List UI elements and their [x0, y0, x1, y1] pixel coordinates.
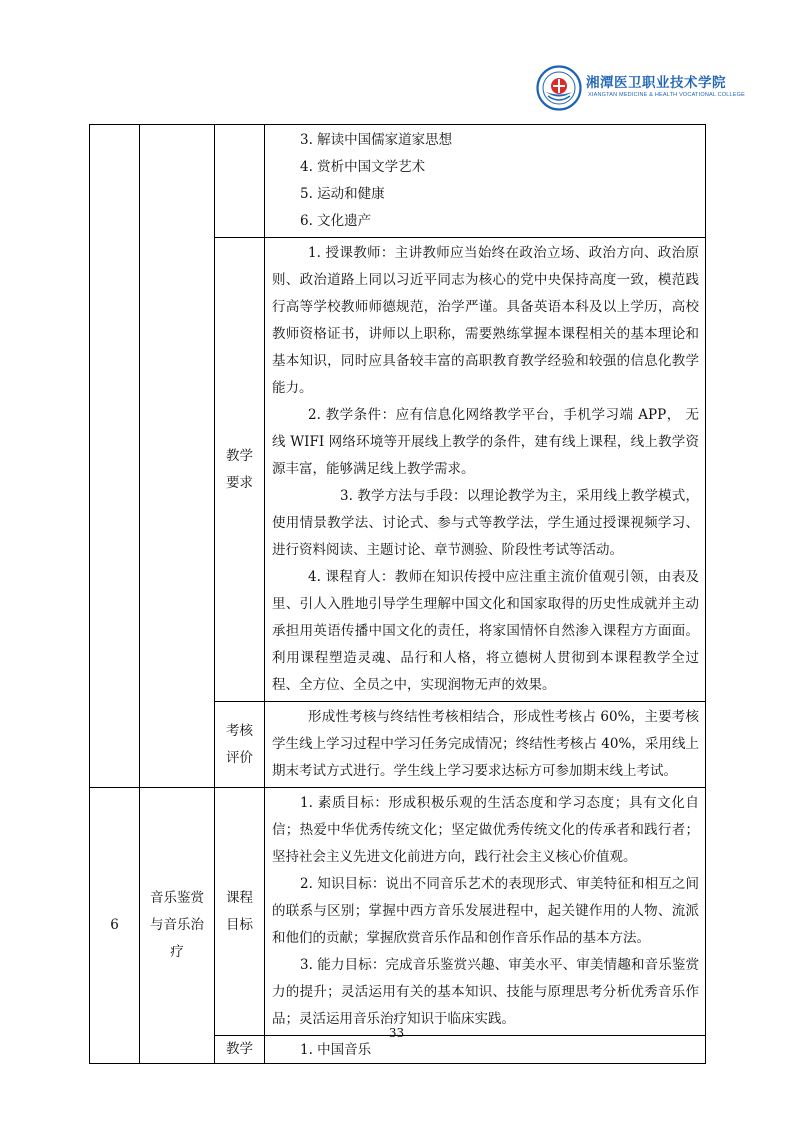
list-item: 5. 运动和健康: [300, 186, 385, 202]
requirement-paragraph: 2. 教学条件：应有信息化网络教学平台，手机学习端 APP， 无线 WIFI 网络环境等开展线上教学的条件，建有线上课程，线上教学资源丰富，能够满足线上教学需求。: [272, 407, 699, 477]
assessment-cell: [265, 702, 706, 788]
objectives-cell: [265, 788, 706, 1036]
number-cell-empty: [90, 125, 140, 788]
course-number: 6: [90, 788, 140, 1064]
table-row: [90, 788, 706, 1036]
content-list-cell: [265, 125, 706, 238]
requirements-label: 教学 要求: [215, 238, 265, 702]
teaching-label: 教学: [215, 1036, 265, 1064]
course-table: [89, 124, 706, 1064]
list-item: 1. 中国音乐: [300, 1041, 372, 1058]
requirements-cell: [265, 238, 706, 702]
course-name-cell-empty: [140, 125, 215, 788]
requirement-paragraph: 4. 课程育人：教师在知识传授中应注重主流价值观引领，由表及里、引人入胜地引导学生理解中国文化和国家取得的历史性成就并主动承担用英语传播中国文化的责任，将家国情怀自然渗入课程方方面面。利用课程塑造灵魂、品行和人格，将立德树人贯彻到本课程教学全过程、全方位、全员之中，实现润物无声的效果。: [272, 569, 699, 693]
college-name-en: XIANGTAN MEDICINE & HEALTH VOCATIONAL COLLEGE: [588, 92, 746, 98]
assessment-text: 形成性考核与终结性考核相结合，形成性考核占 60%，主要考核学生线上学习过程中学习任务完成情况；终结性考核占 40%，采用线上期末考试方式进行。学生线上学习要求达标方可参加期末线上考试。: [272, 709, 699, 779]
page-number: 33: [388, 1026, 405, 1040]
assessment-label: 考核 评价: [215, 702, 265, 788]
objectives-label: 课程 目标: [215, 788, 265, 1036]
label-cell-empty: [215, 125, 265, 238]
objective-paragraph: 3. 能力目标：完成音乐鉴赏兴趣、审美水平、审美情趣和音乐鉴赏力的提升；灵活运用有关的基本知识、技能与原理思考分析优秀音乐作品；灵活运用音乐治疗知识于临床实践。: [272, 957, 699, 1027]
list-item: 6. 文化遗产: [300, 213, 372, 229]
college-logo: [536, 65, 746, 113]
objective-paragraph: 2. 知识目标：说出不同音乐艺术的表现形式、审美特征和相互之间的联系与区别；掌握中西方音乐发展进程中，起关键作用的人物、流派和他们的贡献；掌握欣赏音乐作品和创作音乐作品的基本方法。: [272, 876, 699, 946]
college-emblem-icon: [536, 65, 582, 111]
table-row: [90, 125, 706, 238]
requirement-paragraph: 3. 教学方法与手段：以理论教学为主，采用线上教学模式，使用情景教学法、讨论式、参与式等教学法，学生通过授课视频学习、进行资料阅读、主题讨论、章节测验、阶段性考试等活动。: [272, 488, 699, 558]
list-item: 4. 赏析中国文学艺术: [300, 159, 426, 175]
college-name-cn: 湘潭医卫职业技术学院: [586, 75, 726, 91]
course-name: 音乐鉴赏 与音乐治 疗: [140, 788, 215, 1064]
objective-paragraph: 1. 素质目标：形成积极乐观的生活态度和学习态度；具有文化自信；热爱中华优秀传统文化；坚定做优秀传统文化的传承者和践行者；坚持社会主义先进文化前进方向，践行社会主义核心价值观。: [272, 795, 699, 865]
list-item: 3. 解读中国儒家道家思想: [300, 132, 453, 148]
requirement-paragraph: 1. 授课教师：主讲教师应当始终在政治立场、政治方向、政治原则、政治道路上同以习近平同志为核心的党中央保持高度一致，模范践行高等学校教师师德规范，治学严谨。具备英语本科及以上学历，高校教师资格证书，讲师以上职称，需要熟练掌握本课程相关的基本理论和基本知识，同时应具备较丰富的高职教育教学经验和较强的信息化教学能力。: [272, 245, 699, 396]
